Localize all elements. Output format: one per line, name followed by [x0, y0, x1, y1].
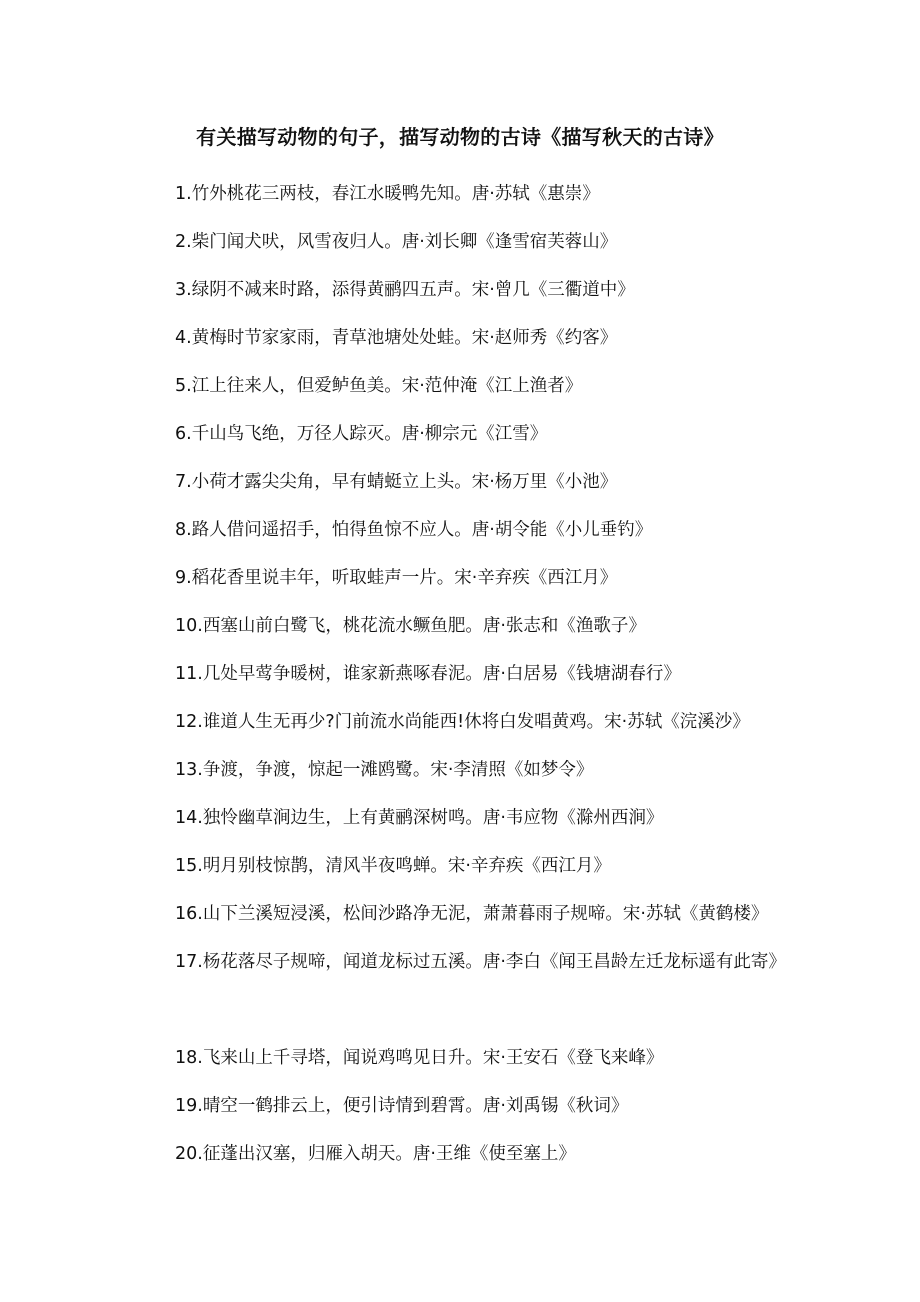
poem-line: 9.稻花香里说丰年，听取蛙声一片。宋·辛弃疾《西江月》 — [175, 568, 618, 588]
poem-line: 14.独怜幽草涧边生，上有黄鹂深树鸣。唐·韦应物《滁州西涧》 — [175, 808, 664, 828]
document-title: 有关描写动物的句子，描写动物的古诗《描写秋天的古诗》 — [196, 125, 724, 149]
poem-line: 6.千山鸟飞绝，万径人踪灭。唐·柳宗元《江雪》 — [175, 424, 548, 444]
poem-line: 2.柴门闻犬吠，风雪夜归人。唐·刘长卿《逢雪宿芙蓉山》 — [175, 232, 618, 252]
poem-line: 16.山下兰溪短浸溪，松间沙路净无泥，萧萧暮雨子规啼。宋·苏轼《黄鹤楼》 — [175, 904, 769, 924]
poem-line: 10.西塞山前白鹭飞，桃花流水鳜鱼肥。唐·张志和《渔歌子》 — [175, 616, 646, 636]
poem-line: 12.谁道人生无再少?门前流水尚能西!休将白发唱黄鸡。宋·苏轼《浣溪沙》 — [175, 712, 750, 732]
poem-line: 20.征蓬出汉塞，归雁入胡天。唐·王维《使至塞上》 — [175, 1144, 576, 1164]
poem-line: 18.飞来山上千寻塔，闻说鸡鸣见日升。宋·王安石《登飞来峰》 — [175, 1048, 664, 1068]
poem-line: 1.竹外桃花三两枝，春江水暖鸭先知。唐·苏轼《惠崇》 — [175, 184, 600, 204]
poem-line-list — [139, 170, 819, 1178]
poem-line: 11.几处早莺争暖树，谁家新燕啄春泥。唐·白居易《钱塘湖春行》 — [175, 664, 681, 684]
poem-line: 19.晴空一鹤排云上，便引诗情到碧霄。唐·刘禹锡《秋词》 — [175, 1096, 629, 1116]
poem-line: 5.江上往来人，但爱鲈鱼美。宋·范仲淹《江上渔者》 — [175, 376, 583, 396]
poem-line: 13.争渡，争渡，惊起一滩鸥鹭。宋·李清照《如梦令》 — [175, 760, 594, 780]
poem-line: 15.明月别枝惊鹊，清风半夜鸣蝉。宋·辛弃疾《西江月》 — [175, 856, 611, 876]
poem-line: 17.杨花落尽子规啼，闻道龙标过五溪。唐·李白《闻王昌龄左迁龙标遥有此寄》 — [175, 952, 786, 972]
poem-line: 4.黄梅时节家家雨，青草池塘处处蛙。宋·赵师秀《约客》 — [175, 328, 618, 348]
poem-line: 7.小荷才露尖尖角，早有蜻蜓立上头。宋·杨万里《小池》 — [175, 472, 618, 492]
poem-line: 3.绿阴不减来时路，添得黄鹂四五声。宋·曾几《三衢道中》 — [175, 280, 635, 300]
poem-line: 8.路人借问遥招手，怕得鱼惊不应人。唐·胡令能《小儿垂钓》 — [175, 520, 653, 540]
